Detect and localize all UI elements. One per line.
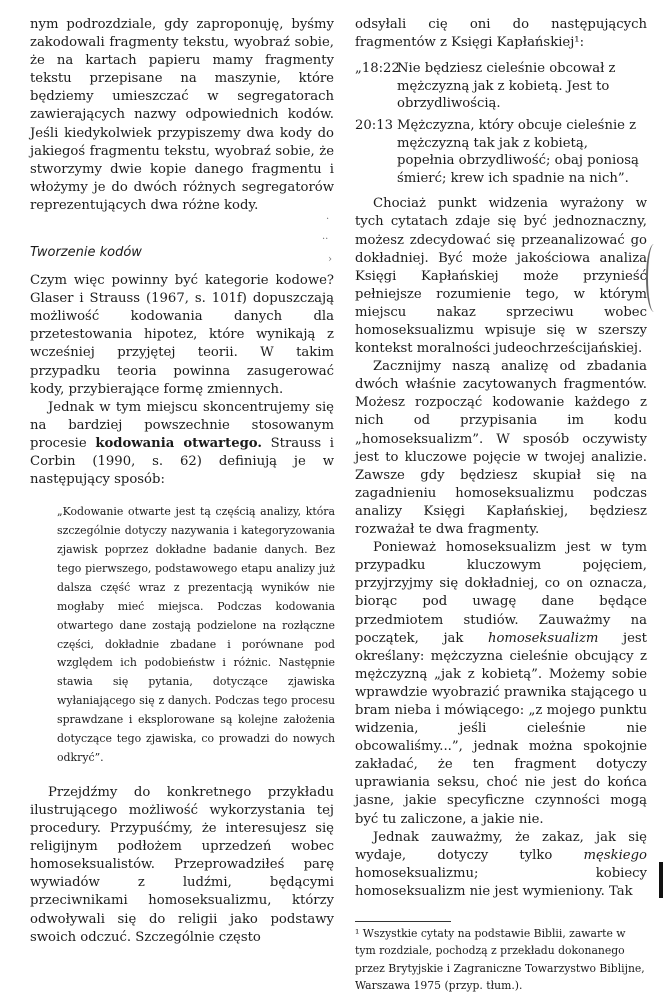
key-concept-term: homoseksualizm: [487, 630, 599, 646]
left-column: [30, 16, 334, 947]
male-only-term: męskiego: [583, 847, 647, 863]
verse-text: Nie będziesz cieleśnie obcował z mężczyzną jak z kobietą. Jest to obrzydliwością.: [397, 61, 616, 112]
footnote-divider: [355, 921, 451, 922]
male-only-text-1: Jednak zauważmy, że zakaz, jak się wydaje, dotyczy tylko: [355, 829, 647, 863]
verse-ref: „18:22: [355, 61, 400, 77]
open-coding-text-1: Jednak w tym miejscu skoncentrujemy się na bardziej powszechnie stosowanym procesie: [30, 399, 334, 451]
margin-bracket-mark: [646, 244, 662, 312]
right-column: [355, 16, 647, 994]
paragraph-example: Przejdźmy do konkretnego przykładu ilustrującego możliwość wykorzystania tej procedury. Przypuśćmy, że interesujesz się religijnym podłożem uprzedzeń wobec homoseksualistów. Przeprowadziłeś parę wywiadów z ludźmi, będącymi przeciwnikami homoseksualizmu, którzy odwoływali się do religii jako podstawy swoich odczuć. Szczególnie często: [30, 784, 334, 945]
paragraph-continuation-right: odsyłali cię oni do następujących fragmentów z Księgi Kapłańskiej¹:: [355, 17, 647, 51]
footnote: ¹ Wszystkie cytaty na podstawie Biblii, zawarte w tym rozdziale, pochodzą z przekładu dokonanego przez Brytyjskie i Zagraniczne Towarzystwo Biblijne, Warszawa 1975 (przyp. tłum.).: [355, 927, 645, 992]
verse-ref: 20:13: [355, 117, 394, 133]
paragraph-viewpoint: Chociaż punkt widzenia wyrażony w tych cytatach zdaje się być jednoznaczny, możesz zdecydować się przeanalizować go dokładniej. Być może jakościowa analiza Księgi Kapłańskiej może przynieść pełniejsze rozumienie tego, w którym miejscu nakaz sprzeciwu wobec homoseksualizmu wpisuje się w szerszy kontekst moralności judeochrześcijańskiej.: [355, 196, 647, 357]
paragraph-continuation: nym podrozdziale, gdy zaproponuję, byśmy zakodowali fragmenty tekstu, wyobraź sobie, że na kartach papieru mamy fragmenty tekstu przepisane na maszynie, które będziemy umieszczać w segregatorach zawierających nazwy odpowiednich kodów. Jeśli kiedykolwiek przypiszemy dwa kody do jakiegoś fragmentu tekstu, wyobraź sobie, że stworzymy dwie kopie danego fragmentu i włożymy je do dwóch różnych segregatorów reprezentujących dwa różne kody.: [30, 17, 334, 213]
section-heading: Tworzenie kodów: [30, 245, 142, 261]
male-only-text-2: homoseksualizmu; kobiecy homoseksualizm nie jest wymieniony. Tak: [355, 865, 647, 899]
scan-speck-mark: ··: [322, 234, 329, 245]
paragraph-intro: Czym więc powinny być kategorie kodowe? Glaser i Strauss (1967, s. 101f) dopuszczają możliwość kodowania danych dla przetestowania hipotez, które wynikają z wcześniej przyjętej teorii. W takim przypadku teoria powinna zasugerować kody, przybierające formę zmiennych.: [30, 273, 334, 397]
verse-text: Mężczyzna, który obcuje cieleśnie z mężczyzną tak jak z kobietą, popełnia obrzydliwość; obaj poniosą śmierć; krew ich spadnie na nich”.: [397, 117, 639, 186]
key-concept-text-1: Ponieważ homoseksualizm jest w tym przypadku kluczowym pojęciem, przyjrzyjmy się dokładniej, co on oznacza, biorąc pod uwagę dane będące przedmiotem studiów. Zauważmy na początek, jak: [355, 540, 647, 646]
scan-speck-mark: ›: [328, 254, 332, 265]
verse-20-13: [355, 117, 647, 187]
verse-18-22: [355, 60, 647, 113]
key-concept-text-2: jest określany: mężczyzna cieleśnie obcujący z mężczyzną „jak z kobietą”. Możemy sobie wprawdzie wyobrazić prawnika stającego u bram nieba i mówiącego: „z mojego punktu widzenia, jeśli cieleśnie nie obcowaliśmy...”, jednak można spokojnie zakładać, że ten fragment dotyczy uprawiania seksu, choć nie jest do końca jasne, jakie specyficzne czynności mogą być tu zaliczone, a jakie nie.: [355, 630, 647, 827]
paragraph-start-analysis: Zacznijmy naszą analizę od zbadania dwóch właśnie zacytowanych fragmentów. Możesz rozpocząć kodowanie każdego z nich od przypisania im kodu „homoseksualizm”. W sposób oczywisty jest to kluczowe pojęcie w twojej analizie. Zawsze gdy będziesz skupiał się na zagadnieniu homoseksualizmu podczas analizy Księgi Kapłańskiej, będziesz rozważał te dwa fragmenty.: [355, 359, 647, 538]
scan-speck-mark: ·: [326, 214, 330, 225]
block-quote: „Kodowanie otwarte jest tą częścią analizy, która szczególnie dotyczy nazywania i kategoryzowania zjawisk poprzez dokładne badanie danych. Bez tego pierwszego, podstawowego etapu analizy już dalsza część wraz z prezentacją wyników nie mogłaby mieć miejsca. Podczas kodowania otwartego dane zostają podzielone na rozłączne części, dokładnie zbadane i porównane pod względem ich podobieństw i różnic. Następnie stawia się pytania, dotyczące zjawiska wyłaniającego się z danych. Podczas tego procesu sprawdzane i eksplorowane są kolejne założenia dotyczące tego zjawiska, co prowadzi do nowych odkryć”.: [57, 505, 335, 764]
paragraph-key-concept: [355, 539, 647, 829]
open-coding-text-2: Strauss i Corbin (1990, s. 62) definiują je w następujący sposób:: [30, 435, 335, 488]
paragraph-male-only: [355, 829, 647, 901]
page-edge-mark: [659, 862, 663, 898]
open-coding-term: kodowania otwartego.: [95, 435, 262, 451]
paragraph-open-coding: [30, 399, 334, 489]
